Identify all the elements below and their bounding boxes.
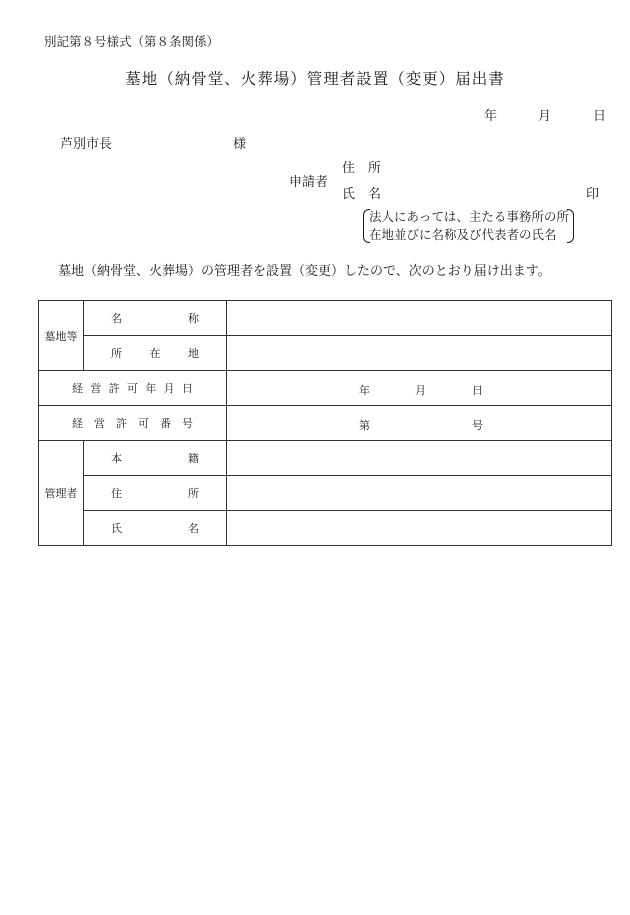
- name-label: 名 称: [84, 301, 227, 336]
- note-bracket-right: [567, 209, 574, 243]
- permit-number-label: 経 営 許 可 番 号: [39, 406, 227, 441]
- table-row: [39, 406, 612, 441]
- addressee: 芦別市長: [60, 137, 113, 152]
- date-month-label: 月: [538, 109, 552, 124]
- honorific: 様: [233, 137, 247, 152]
- name-field[interactable]: [227, 301, 612, 336]
- permit-year-label: 年: [359, 384, 370, 397]
- document-title: 墓地（納骨堂、火葬場）管理者設置（変更）届出書: [125, 70, 505, 88]
- seal-mark: 印: [586, 187, 600, 202]
- permit-day-label: 日: [472, 384, 483, 397]
- table-row: [39, 511, 612, 546]
- form-number: 別記第８号様式（第８条関係）: [44, 34, 220, 49]
- permit-number-field[interactable]: [227, 406, 612, 441]
- note-line-1: 法人にあっては、主たる事務所の所: [369, 209, 569, 224]
- manager-group-label: 管理者: [39, 441, 84, 546]
- domicile-label: 本 籍: [84, 441, 227, 476]
- date-year-label: 年: [484, 109, 498, 124]
- table-row: [39, 476, 612, 511]
- intro-text: 墓地（納骨堂、火葬場）の管理者を設置（変更）したので、次のとおり届け出ます。: [58, 264, 551, 279]
- permit-month-label: 月: [415, 384, 426, 397]
- permit-date-field[interactable]: [227, 371, 612, 406]
- note-line-2: 在地並びに名称及び代表者の氏名: [369, 227, 557, 242]
- applicant-name-label: 氏 名: [342, 187, 382, 202]
- corporate-note: [363, 208, 574, 244]
- table-row: [39, 371, 612, 406]
- manager-address-label: 住 所: [84, 476, 227, 511]
- location-field[interactable]: [227, 336, 612, 371]
- table-row: [39, 336, 612, 371]
- table-row: [39, 441, 612, 476]
- permit-number-prefix: 第: [359, 419, 370, 432]
- permit-date-label: 経 営 許 可 年 月 日: [39, 371, 227, 406]
- table-row: [39, 301, 612, 336]
- note-bracket-left: [363, 209, 370, 243]
- manager-name-label: 氏 名: [84, 511, 227, 546]
- applicant-address-label: 住 所: [342, 161, 382, 176]
- permit-number-suffix: 号: [472, 419, 483, 432]
- location-label: 所 在 地: [84, 336, 227, 371]
- date-day-label: 日: [593, 109, 607, 124]
- domicile-field[interactable]: [227, 441, 612, 476]
- notification-table: [38, 300, 612, 546]
- applicant-label: 申請者: [289, 175, 329, 190]
- manager-name-field[interactable]: [227, 511, 612, 546]
- manager-address-field[interactable]: [227, 476, 612, 511]
- cemetery-group-label: 墓地等: [39, 301, 84, 371]
